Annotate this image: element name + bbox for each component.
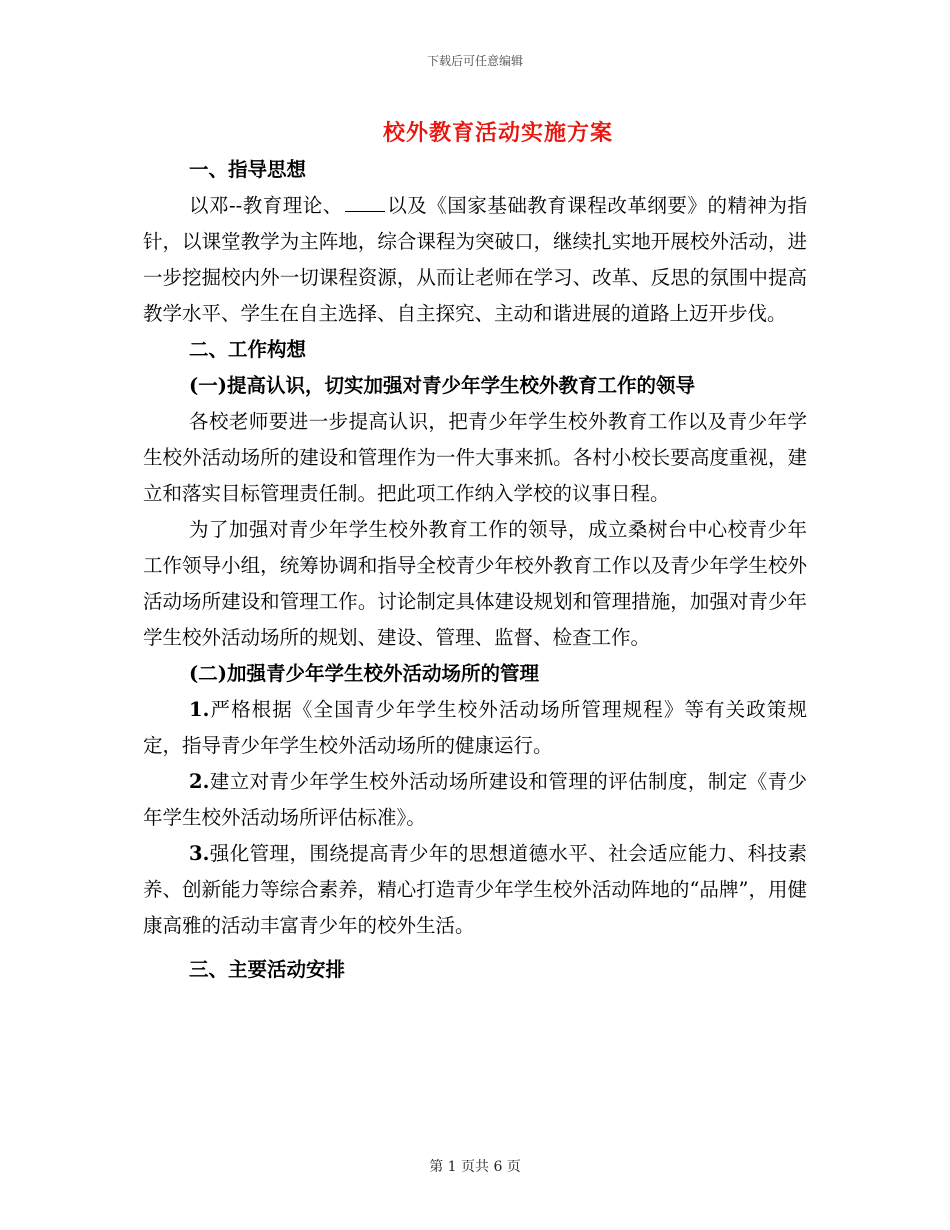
paragraph-text: 以及《国家基础教育课程改革纲要》的精神为指针，以课堂教学为主阵地，综合课程为突破口，继续扎实地开展校外活动，进一步挖掘校内外一切课程资源，从而让老师在学习、改革、反思的氛围中提高教学水平、学生在自主选择、自主探究、主动和谐进展的道路上迈开步伐。 xyxy=(143,194,807,325)
list-item-text: 严格根据《全国青少年学生校外活动场所管理规程》等有关政策规定，指导青少年学生校外活动场所的健康运行。 xyxy=(143,698,807,757)
list-item-2 xyxy=(143,764,807,836)
section-heading-work-plan: 二、工作构想 xyxy=(189,338,307,361)
section-heading-guiding-ideology: 一、指导思想 xyxy=(189,158,307,181)
list-item-text: 强化管理，围绕提高青少年的思想道德水平、社会适应能力、科技素养、创新能力等综合素养，精心打造青少年学生校外活动阵地的“品牌”，用健康高雅的活动丰富青少年的校外生活。 xyxy=(143,842,807,937)
page-footer: 第 1 页共 6 页 xyxy=(429,1159,521,1175)
blank-underline xyxy=(345,193,385,212)
section-heading-main-activities: 三、主要活动安排 xyxy=(189,958,346,981)
subsection-heading-leadership: (一)提高认识，切实加强对青少年学生校外教育工作的领导 xyxy=(189,374,695,397)
list-item-number: 3. xyxy=(189,842,210,865)
paragraph-text: 以邓--教育理论、 xyxy=(189,194,343,217)
paragraph-guiding-ideology xyxy=(143,188,807,332)
list-item-number: 2. xyxy=(189,770,210,793)
list-item-1 xyxy=(143,692,807,764)
list-item-text: 建立对青少年学生校外活动场所建设和管理的评估制度，制定《青少年学生校外活动场所评估标准》。 xyxy=(143,770,807,829)
list-item-3 xyxy=(143,836,807,944)
list-item-number: 1. xyxy=(189,698,210,721)
page-header: 下载后可任意编辑 xyxy=(426,54,523,68)
paragraph-leadership-2: 为了加强对青少年学生校外教育工作的领导，成立桑树台中心校青少年工作领导小组，统筹协调和指导全校青少年校外教育工作以及青少年学生校外活动场所建设和管理工作。讨论制定具体建设规划和管理措施，加强对青少年学生校外活动场所的规划、建设、管理、监督、检查工作。 xyxy=(143,518,807,649)
document-body xyxy=(143,152,807,988)
subsection-heading-venue-management: (二)加强青少年学生校外活动场所的管理 xyxy=(189,662,539,685)
paragraph-leadership-1: 各校老师要进一步提高认识，把青少年学生校外教育工作以及青少年学生校外活动场所的建设和管理作为一件大事来抓。各村小校长要高度重视，建立和落实目标管理责任制。把此项工作纳入学校的议事日程。 xyxy=(143,410,807,505)
document-title: 校外教育活动实施方案 xyxy=(382,120,613,146)
